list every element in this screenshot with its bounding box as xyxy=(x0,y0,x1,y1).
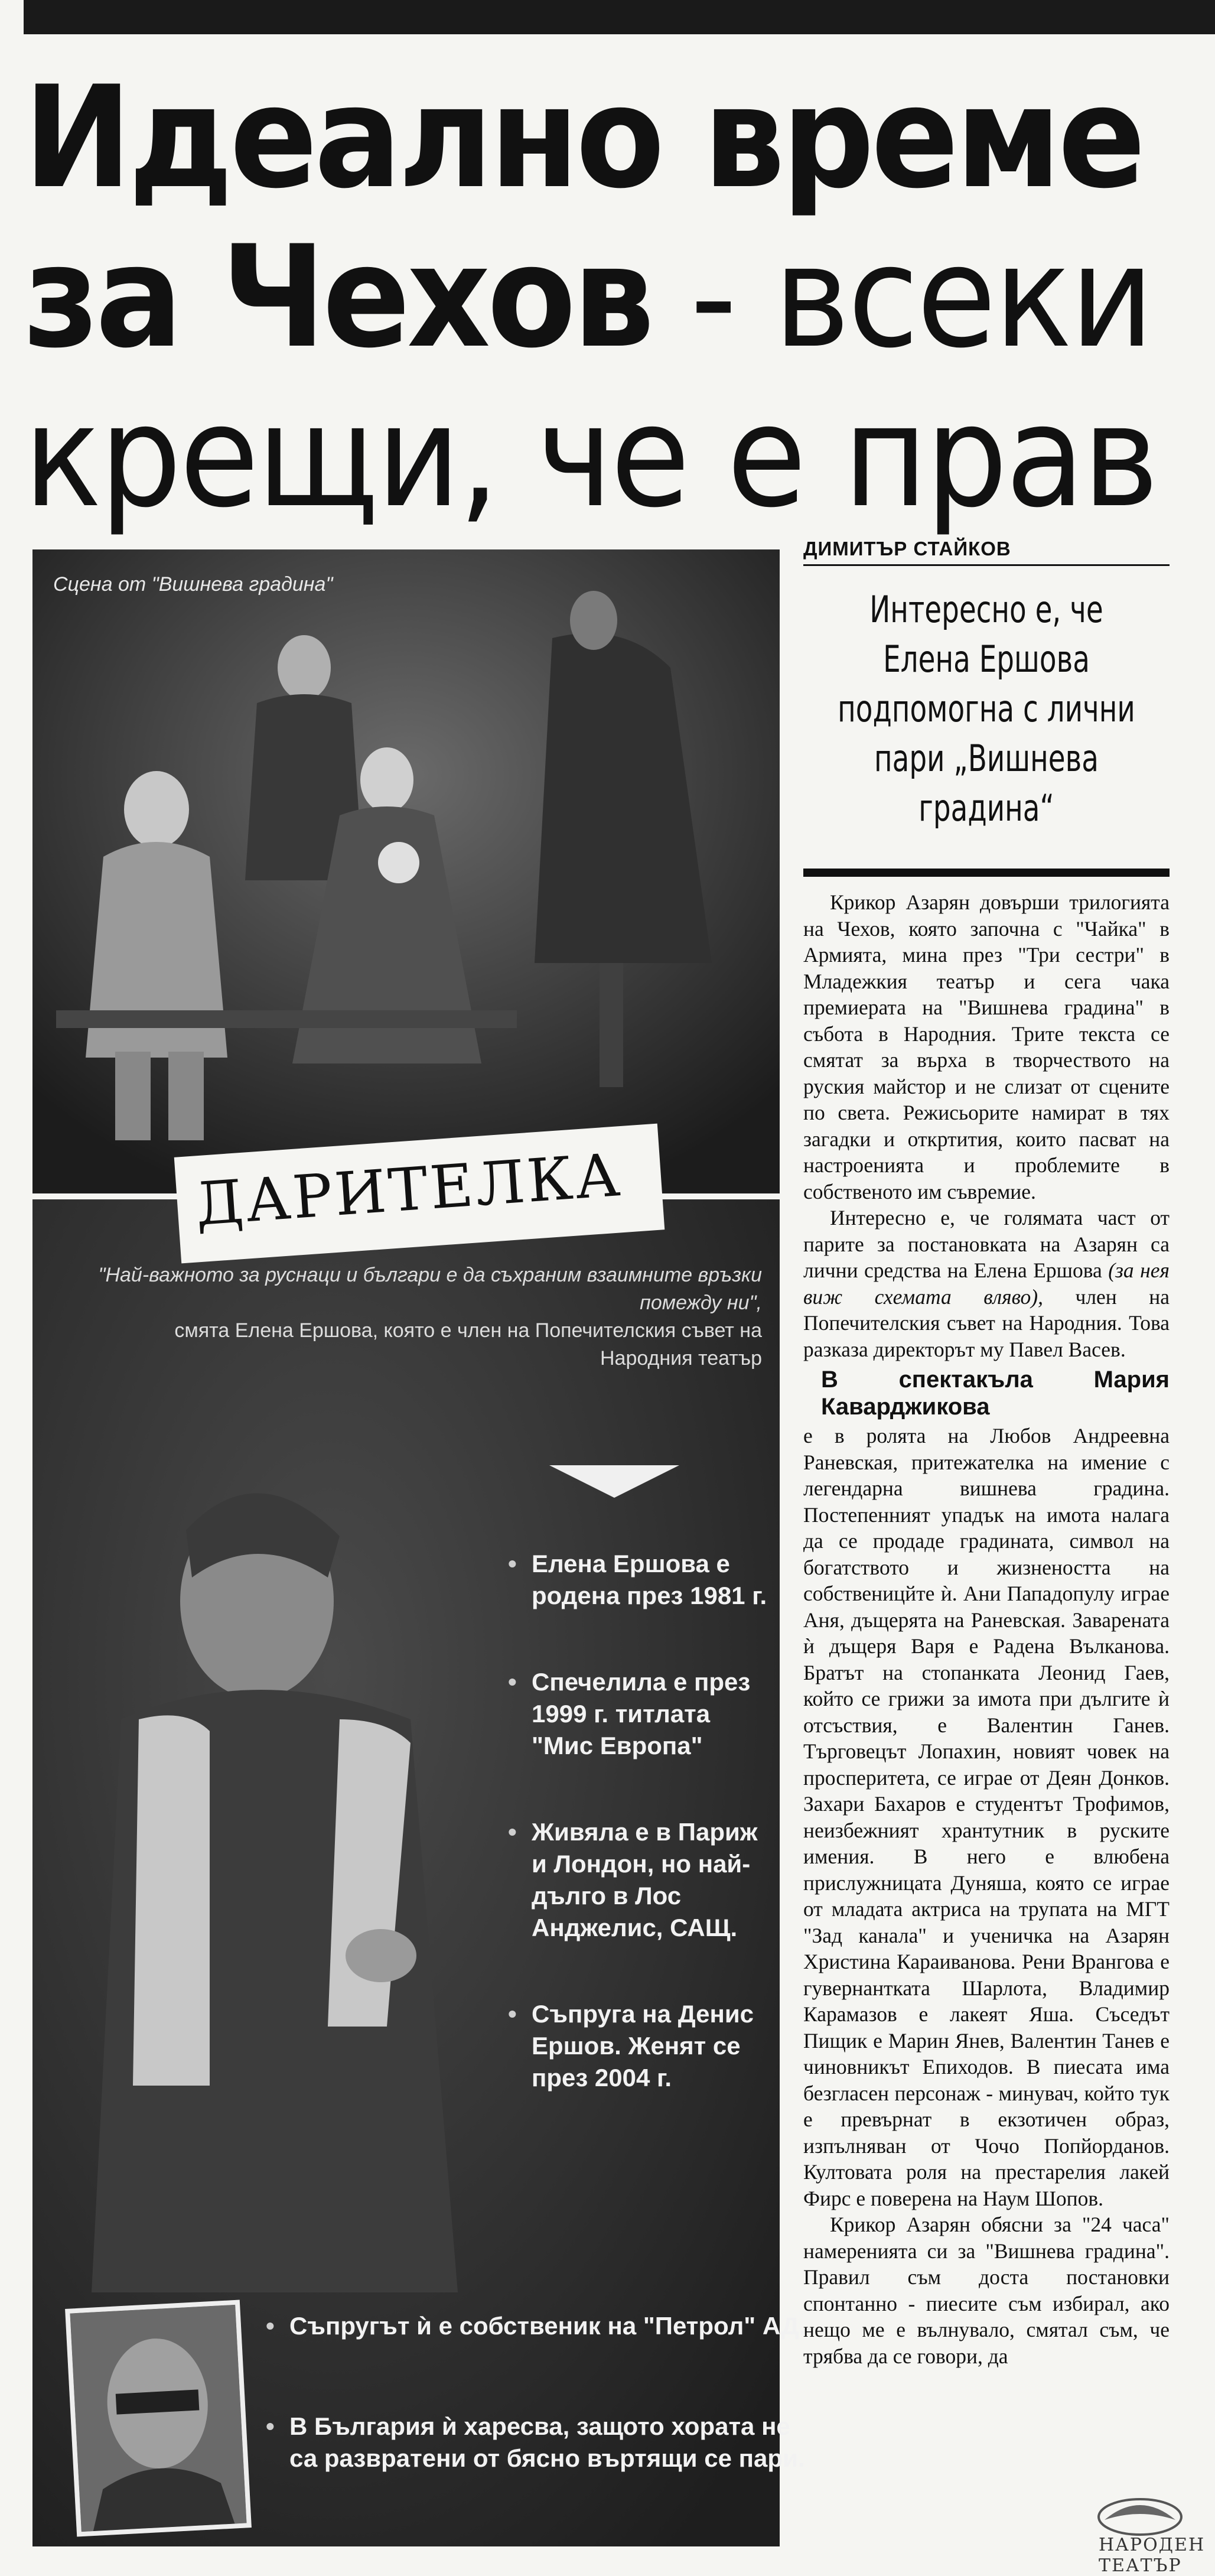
article-italic-text: (за нея виж схемата вляво), xyxy=(803,1258,1170,1309)
top-banner xyxy=(24,0,1215,34)
article-text: Интересно е, че голямата част от парите за постановката на Азарян са лични средства на Елена Ершова xyxy=(803,1206,1170,1282)
headline xyxy=(24,56,1193,541)
stage-photo-illustration xyxy=(32,549,780,1193)
headline-line2-light: - всеки xyxy=(651,216,1152,379)
article-paragraph xyxy=(803,1205,1170,1362)
arrow-down-icon xyxy=(549,1465,679,1498)
fact-item: • Спечелила е през 1999 г. титлата "Мис Европа" xyxy=(508,1666,774,1762)
fact-item: • Съпруга на Денис Ершов. Женят се през 2004 г. xyxy=(508,1998,774,2094)
theatre-logo-text: НАРОДЕН ТЕАТЪР xyxy=(1099,2535,1206,2576)
article-paragraph: Крикор Азарян довърши трилогията на Чехов, която започна с "Чайка" в Армията, мина през "Три сестри" в Младежкия театър и сега чака премиерата на "Вишнева градина" в събота в Народния. Трите текста се смятат за върха в творчеството на руския майстор и не слизат от сцените по света. Режисьорите намират в тях загадки и откртития, които пасват на настроенията и проблемите в собственото им съвремие. xyxy=(803,890,1170,1204)
headline-line1: Идеално време xyxy=(24,56,1143,220)
fact-item: • Живяла е в Париж и Лондон, но най-дълго в Лос Анджелис, САЩ. xyxy=(508,1816,774,1944)
headline-line2-bold: за Чехов xyxy=(24,216,652,379)
fact-item: • В България ѝ харесва, защото хората не са развратени от бясно въртящи се пари. xyxy=(266,2411,809,2474)
facts-list xyxy=(508,1548,774,2148)
stage-photo xyxy=(32,549,780,1193)
article-body xyxy=(803,889,1170,2369)
article-subhead: В спектакъла Мария Каварджикова xyxy=(821,1367,1170,1420)
fact-item: • Елена Ершова е родена през 1981 г. xyxy=(508,1548,774,1612)
article-paragraph: е в ролята на Любов Андреевна Раневская, притежателка на имение с легендарна вишнева градина. Постепенният упадък на имота налага да се продаде градината, символ на богатството и жизнеността на собственицйте ѝ. Ани Пападопулу играе Аня, дъщерята на Раневская. Заварената ѝ дъщеря Варя е Радена Вълканова. Братът на стопанката Леонид Гаев, който се грижи за имота при дългите ѝ отсъствия, е Валентин Ганев. Търговецът Лопахин, новият човек на просперитета, се играе от Деян Донков. Захари Бахаров е студентът Трофимов, неизбежният хрантутник в руските имения. В него е влюбена прислужницата Дуняша, която се играе от младата актриса на трупата на МГТ "Зад канала" и ученичка на Азарян Христина Караиванова. Рени Врангова е гувернантката Шарлота, Владимир Карамазов е лакеят Яша. Съседът Пищик е Марин Янев, Валентин Танев е чиновникът Епиходов. В пиесата има безгласен персонаж - минувач, който тук е превърнат в екзотичен образ, изпълняван от Чочо Попйорданов. Култовата роля на престарелия лакей Фирс е поверена на Наум Шопов. xyxy=(803,1424,1170,2210)
sidebar-quote xyxy=(89,1261,762,1372)
byline-rule xyxy=(803,564,1170,566)
headline-line2 xyxy=(24,216,1152,387)
sidebar-title: ДАРИТЕЛКА xyxy=(193,1140,624,1240)
photo-caption: Сцена от "Вишнева градина" xyxy=(53,573,333,596)
sidebar-quote-plain: смята Елена Ершова, която е член на Попечителския съвет на Народния театър xyxy=(174,1319,762,1370)
pullquote: Интересно е, че Елена Ершова подпомогна с лични пари „Вишнева градина“ xyxy=(838,588,1135,830)
pullquote-rule xyxy=(803,869,1170,877)
article-text: член на Попечителския съвет на Народния. Това разказа директорът му Павел Васев. xyxy=(803,1284,1170,1361)
article-paragraph: Крикор Азарян обясни за "24 часа" намеренията си за "Вишнева градина". Правил съм доста постановки спонтанно - пиесите съм избирал, ако нещо ме е вълнувало, смятал съм, че трябва да се говори, да xyxy=(803,2213,1170,2368)
husband-photo xyxy=(65,2300,252,2537)
sidebar-quote-italic: "Най-важното за руснаци и българи е да съхраним взаимните връзки помежду ни", xyxy=(98,1264,762,1314)
fact-item: • Съпругът ѝ е собственик на "Петрол" АД. xyxy=(266,2310,809,2342)
husband-photo-illustration xyxy=(70,2305,247,2532)
headline-line3: крещи, че е прав xyxy=(24,375,1157,539)
byline: ДИМИТЪР СТАЙКОВ xyxy=(803,538,1011,560)
